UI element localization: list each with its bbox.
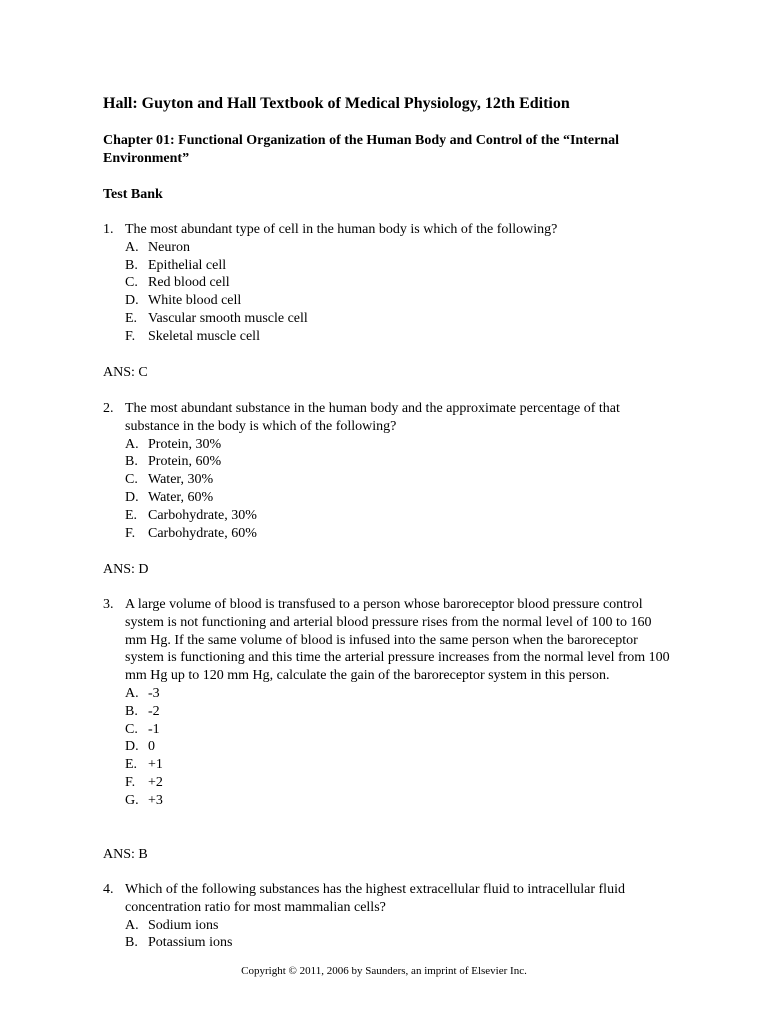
option-text: -3 [148, 685, 160, 701]
answer-3: ANS: B [103, 847, 148, 862]
option-b [125, 934, 673, 952]
option-text: +3 [148, 792, 163, 808]
option-text: Protein, 60% [148, 454, 222, 470]
option-letter: B. [125, 703, 138, 719]
option-text: White blood cell [148, 293, 242, 309]
option-e [125, 310, 673, 328]
option-f [125, 328, 673, 346]
question-2 [103, 400, 673, 542]
answer-1: ANS: C [103, 365, 148, 380]
option-letter: F. [125, 774, 136, 790]
option-f [125, 774, 673, 792]
option-letter: F. [125, 328, 136, 344]
copyright-footer: Copyright © 2011, 2006 by Saunders, an imprint of Elsevier Inc. [241, 965, 527, 977]
option-e [125, 507, 673, 525]
option-b [125, 453, 673, 471]
option-text: 0 [148, 739, 155, 755]
option-letter: E. [125, 757, 138, 773]
question-3 [103, 596, 673, 810]
option-letter: E. [125, 507, 138, 523]
answer-2: ANS: D [103, 562, 149, 577]
option-text: Vascular smooth muscle cell [148, 310, 308, 326]
document-title: Hall: Guyton and Hall Textbook of Medical Physiology, 12th Edition [103, 95, 570, 112]
option-c [125, 471, 673, 489]
option-text: Red blood cell [148, 275, 230, 291]
chapter-title: Chapter 01: Functional Organization of the Human Body and Control of the “Internal Environment” [103, 133, 619, 166]
question-1 [103, 221, 673, 346]
question-number: 4. [103, 882, 114, 897]
option-a [125, 917, 673, 935]
question-4 [103, 881, 673, 952]
option-g [125, 792, 673, 810]
option-d [125, 489, 673, 507]
option-f [125, 525, 673, 543]
question-number: 2. [103, 401, 114, 416]
option-a [125, 239, 673, 257]
option-letter: C. [125, 721, 138, 737]
option-text: Skeletal muscle cell [148, 328, 260, 344]
option-c [125, 721, 673, 739]
question-text: Which of the following substances has the highest extracellular fluid to intracellular fluid concentration ratio for most mammalian cells? [125, 882, 625, 915]
option-text: Neuron [148, 239, 190, 255]
option-c [125, 274, 673, 292]
option-letter: B. [125, 935, 138, 951]
question-text: The most abundant substance in the human body and the approximate percentage of that substance in the body is which of the following? [125, 401, 620, 434]
option-letter: A. [125, 917, 139, 933]
option-e [125, 756, 673, 774]
option-text: Water, 60% [148, 489, 214, 505]
option-letter: F. [125, 525, 136, 541]
option-b [125, 257, 673, 275]
option-d [125, 738, 673, 756]
option-letter: C. [125, 472, 138, 488]
option-letter: D. [125, 739, 139, 755]
option-letter: A. [125, 685, 139, 701]
question-number: 1. [103, 222, 114, 237]
question-text: The most abundant type of cell in the human body is which of the following? [125, 222, 558, 237]
option-letter: A. [125, 239, 139, 255]
option-letter: D. [125, 489, 139, 505]
question-text: A large volume of blood is transfused to a person whose baroreceptor blood pressure control system is not functioning and arterial blood pressure rises from the normal level of 100 to 160 mm Hg. If the same volume of blood is infused into the same person when the baroreceptor system is functioning and this time the arterial pressure increases from the normal level from 100 mm Hg up to 120 mm Hg, calculate the gain of the baroreceptor system in this person. [125, 597, 670, 684]
option-text: Epithelial cell [148, 257, 227, 273]
option-text: -2 [148, 703, 160, 719]
option-a [125, 436, 673, 454]
option-text: Water, 30% [148, 472, 214, 488]
option-letter: B. [125, 454, 138, 470]
option-text: Carbohydrate, 60% [148, 525, 257, 541]
option-text: -1 [148, 721, 160, 737]
option-a [125, 685, 673, 703]
option-letter: D. [125, 293, 139, 309]
option-b [125, 703, 673, 721]
option-text: Carbohydrate, 30% [148, 507, 257, 523]
option-text: +2 [148, 774, 163, 790]
option-letter: G. [125, 792, 139, 808]
option-d [125, 292, 673, 310]
option-text: Potassium ions [148, 935, 233, 951]
option-letter: E. [125, 310, 138, 326]
option-letter: B. [125, 257, 138, 273]
option-text: Sodium ions [148, 917, 219, 933]
section-title: Test Bank [103, 187, 163, 202]
option-text: +1 [148, 757, 163, 773]
option-letter: A. [125, 436, 139, 452]
option-text: Protein, 30% [148, 436, 222, 452]
question-number: 3. [103, 597, 114, 612]
option-letter: C. [125, 275, 138, 291]
